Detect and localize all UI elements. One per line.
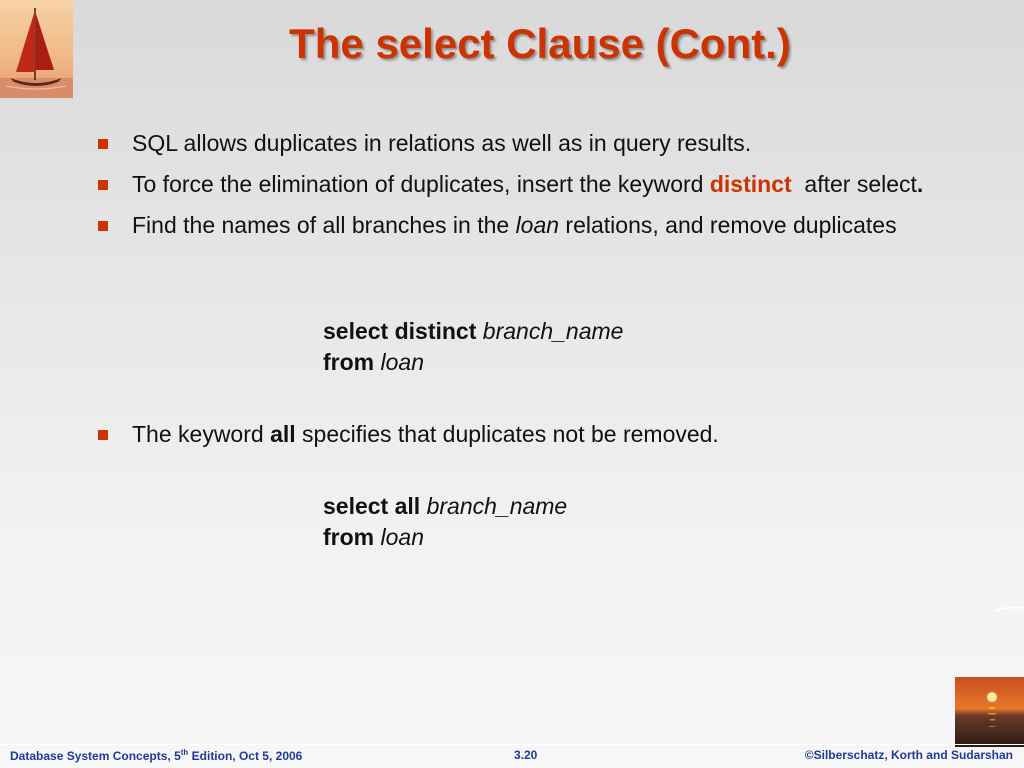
bullet-list-2 [95, 419, 955, 460]
sql-keyword: select all [323, 493, 421, 519]
sunset-image [955, 677, 1024, 747]
bullet-item [95, 169, 955, 200]
query-select-distinct [323, 316, 623, 378]
sql-keyword: from [323, 349, 375, 375]
keyword-distinct: distinct [709, 171, 792, 197]
bullet-item [95, 419, 955, 450]
footer-slide-number: 3.20 [514, 748, 538, 762]
bullet-text: relations, and remove duplicates [559, 212, 897, 238]
square-bullet-icon [98, 139, 108, 149]
sql-keyword: from [323, 524, 375, 550]
bullet-text: after select [791, 171, 917, 197]
footer-book-info: Database System Concepts, 5th Edition, Oct 5, 2006 [10, 748, 303, 763]
bullet-item [95, 128, 955, 159]
square-bullet-icon [98, 180, 108, 190]
bullet-item [95, 210, 955, 241]
keyword-all: all [270, 421, 296, 447]
bullet-text: To force the elimination of duplicates, insert the keyword [132, 171, 710, 197]
query-select-all [323, 491, 567, 553]
bullet-text: specifies that duplicates not be removed. [295, 421, 719, 447]
bullet-text: SQL allows duplicates in relations as well as in query results. [132, 130, 752, 156]
sql-keyword: select distinct [323, 318, 477, 344]
bullet-text: Find the names of all branches in the [132, 212, 516, 238]
sailboat-logo-image [0, 0, 73, 98]
footer-copyright: ©Silberschatz, Korth and Sudarshan [804, 748, 1013, 762]
bullet-period: . [916, 171, 924, 197]
square-bullet-icon [98, 430, 108, 440]
square-bullet-icon [98, 221, 108, 231]
sql-relation: loan [380, 349, 424, 375]
relation-name: loan [515, 212, 560, 238]
sql-attribute: branch_name [426, 493, 568, 519]
bullet-list [95, 128, 955, 251]
decorative-swoosh [994, 606, 1024, 612]
slide-title: The select Clause (Cont.) [289, 20, 791, 67]
sql-attribute: branch_name [482, 318, 624, 344]
footer-divider [0, 744, 1024, 745]
bullet-text: The keyword [132, 421, 271, 447]
sql-relation: loan [380, 524, 424, 550]
